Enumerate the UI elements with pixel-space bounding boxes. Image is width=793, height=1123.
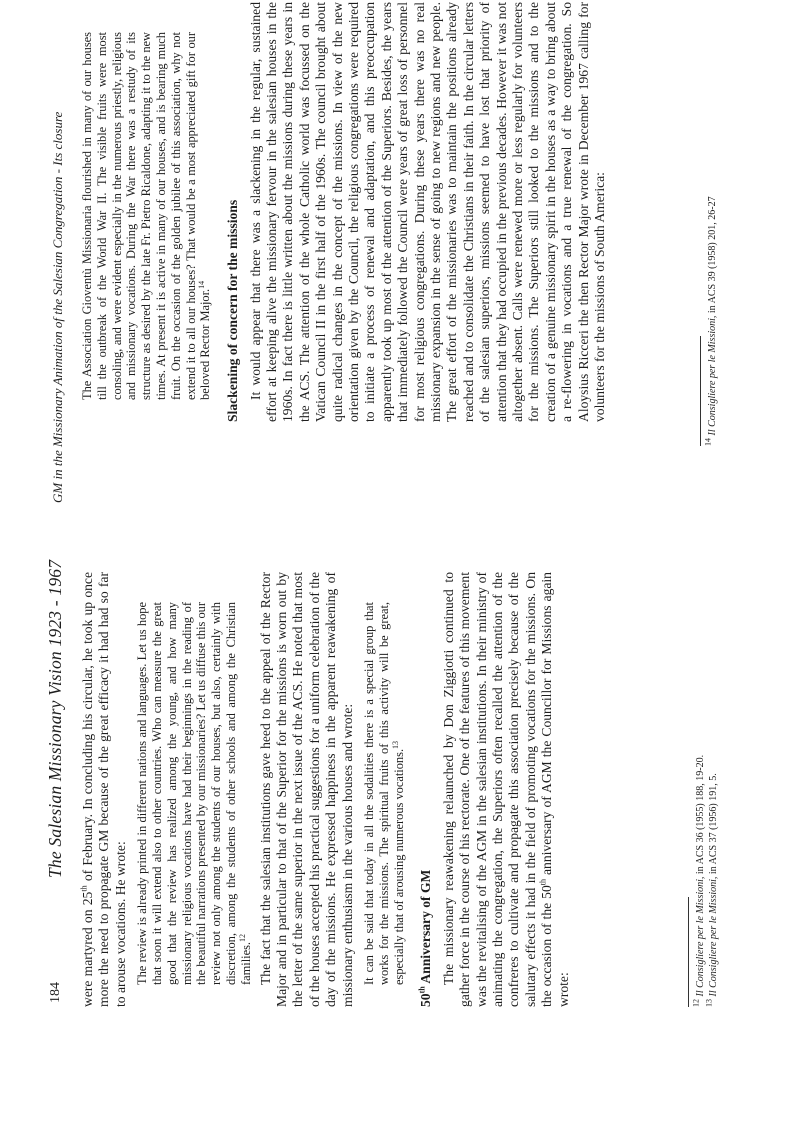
text: were martyred on 25 xyxy=(80,891,95,1007)
section-heading xyxy=(418,572,434,1007)
text: of February. In concluding his circular, he took up once more the need to propagate GM because of the great efficacy it had had so far to arouse vocations. He wrote: xyxy=(80,572,128,1007)
footnote-number: 13 xyxy=(704,999,714,1007)
quote-text: The Association Gioventù Missionaria flourished in many of our houses till the outbreak of the World War II. The visible fruits were most consoling, and were evident especially in the numerous priestly, religious and missionary vocations. During the War there was a restudy of its structure as desired by the late Fr. Pietro Ricaldone, adapting it to the new times. At present it is active in many of our houses, and is bearing much fruit. On the occasion of the golden jubilee of this association, why not extend it to all our houses? That would be a most appreciated gift for our beloved Rector Major. xyxy=(80,32,213,400)
footnote-ref: 14 xyxy=(197,280,207,289)
footnotes xyxy=(703,6,720,446)
running-head: GM in the Missionary Animation of the Salesian Congregation - Its closure xyxy=(50,111,65,503)
footnote-ref: 12 xyxy=(237,933,247,942)
block-quote xyxy=(362,572,406,1007)
footnote xyxy=(704,567,721,1007)
paragraph xyxy=(441,572,572,1007)
superscript: th xyxy=(417,986,427,994)
footnote-rule xyxy=(700,336,701,446)
page-number: 184 xyxy=(48,982,63,1003)
footnote-title: Il Consigliere per le Missioni, xyxy=(695,876,706,997)
footnote-title: Il Consigliere per le Missioni, xyxy=(707,876,719,997)
text-column xyxy=(80,572,572,1007)
footnote-rule xyxy=(688,897,689,1007)
block-quote xyxy=(80,2,213,422)
superscript: th xyxy=(79,885,89,892)
text: anniversary of AGM the Councillor for Missions again wrote: xyxy=(539,572,571,1007)
footnote xyxy=(691,567,708,1007)
superscript: th xyxy=(538,879,548,886)
quote-text: It can be said that today in all the sodalities there is a special group that works for the missions. The spiritual fruits of this activity will be great, especially that of arousing numerous vocations. xyxy=(362,602,406,985)
quote-text: The review is already printed in different nations and languages. Let us hope that soon it will extend also to other countries. Who can measure the great good that the review has realized among the young, and how many missionary religious vocations have had their beginnings in the reading of the beautiful narrations presented by our missionaries? Let us diffuse this our review not only among the students of our houses, but also, certainly with discretion, among the students of other schools and among the Christian families. xyxy=(135,602,253,985)
footnote-text: in ACS 39 (1958) 201, 26-27 xyxy=(707,196,718,316)
text: Anniversary of GM xyxy=(418,869,434,987)
text: The missionary reawakening relaunched by Don Ziggiotti continued to gather force in the course of his rectorate. One of the features of this movement was the revitalising of the AGM in the salesian institutions. In their ministry of animating the congregation, the Superiors often recalled the attention of the confreres to cultivate and propagate this association precisely because of the salutary effects it had in the field of promoting vocations for the missions. On the occasion of the 50 xyxy=(440,572,555,1007)
footnotes xyxy=(691,567,720,1007)
footnote-title: Il Consigliere per le Missioni, xyxy=(707,315,718,436)
left-page xyxy=(0,559,793,1123)
footnote-number: 14 xyxy=(703,438,713,446)
paragraph: The fact that the salesian institutions gave heed to the appeal of the Rector Major and in particular to that of the Superior for the missions is worn out by the letter of the same superior in the next issue of the ACS. He noted that most of the houses accepted his practical suggestions for a uniform celebration of the day of the missions. He expressed happiness in the apparent reawakening of missionary enthusiasm in the various houses and wrote: xyxy=(257,572,355,1007)
running-head: The Salesian Missionary Vision 1923 - 1967 xyxy=(45,559,65,878)
footnote-number: 12 xyxy=(691,999,701,1007)
text-column xyxy=(80,2,609,422)
footnote xyxy=(703,6,720,446)
text: 50 xyxy=(418,993,434,1007)
paragraph xyxy=(80,572,129,1007)
footnote-ref: 13 xyxy=(390,740,400,749)
footnote-text: in ACS 37 (1956) 191, 5. xyxy=(707,773,719,877)
section-heading: Slackening of concern for the missions xyxy=(225,199,241,422)
footnote-text: in ACS 36 (1955) 188, 19-20. xyxy=(695,754,706,877)
paragraph: It would appear that there was a slackening in the regular, sustained effort at keeping alive the missionary fervour in the salesian houses in the 1960s. In fact there is little written about the missions during these years in the ACS. The attention of the whole Catholic world was focussed on the Vatican Council II in the first half of the 1960s. The council brought about quite radical changes in the concept of the missions. In view of the new orientation given by the Council, the religious congregations were required to initiate a process of renewal and adaptation, and this preoccupation apparently took up most of the attention of the Superiors. Besides, the years that immediately followed the Council were years of great loss of personnel for most religious congregations. During these years there was no real missionary expansion in the sense of going to new regions and new people. The great effort of the missionaries was to maintain the positions already reached and to consolidate the Christians in their faith. In the circular letters of the salesian superiors, missions seemed to have lost that priority of attention that they had occupied in the previous decades. However it was not altogether absent. Calls were renewed more or less regularly for volunteers for the missions. The Superiors still looked to the missions and to the creation of a genuine missionary spirit in the houses as a way to bring about a re-flowering in vocations and a true renewal of the congregation. So Aloysius Ricceri the then Rector Major wrote in December 1967 calling for volunteers for the missions of South America: xyxy=(247,2,608,422)
block-quote xyxy=(135,572,253,1007)
